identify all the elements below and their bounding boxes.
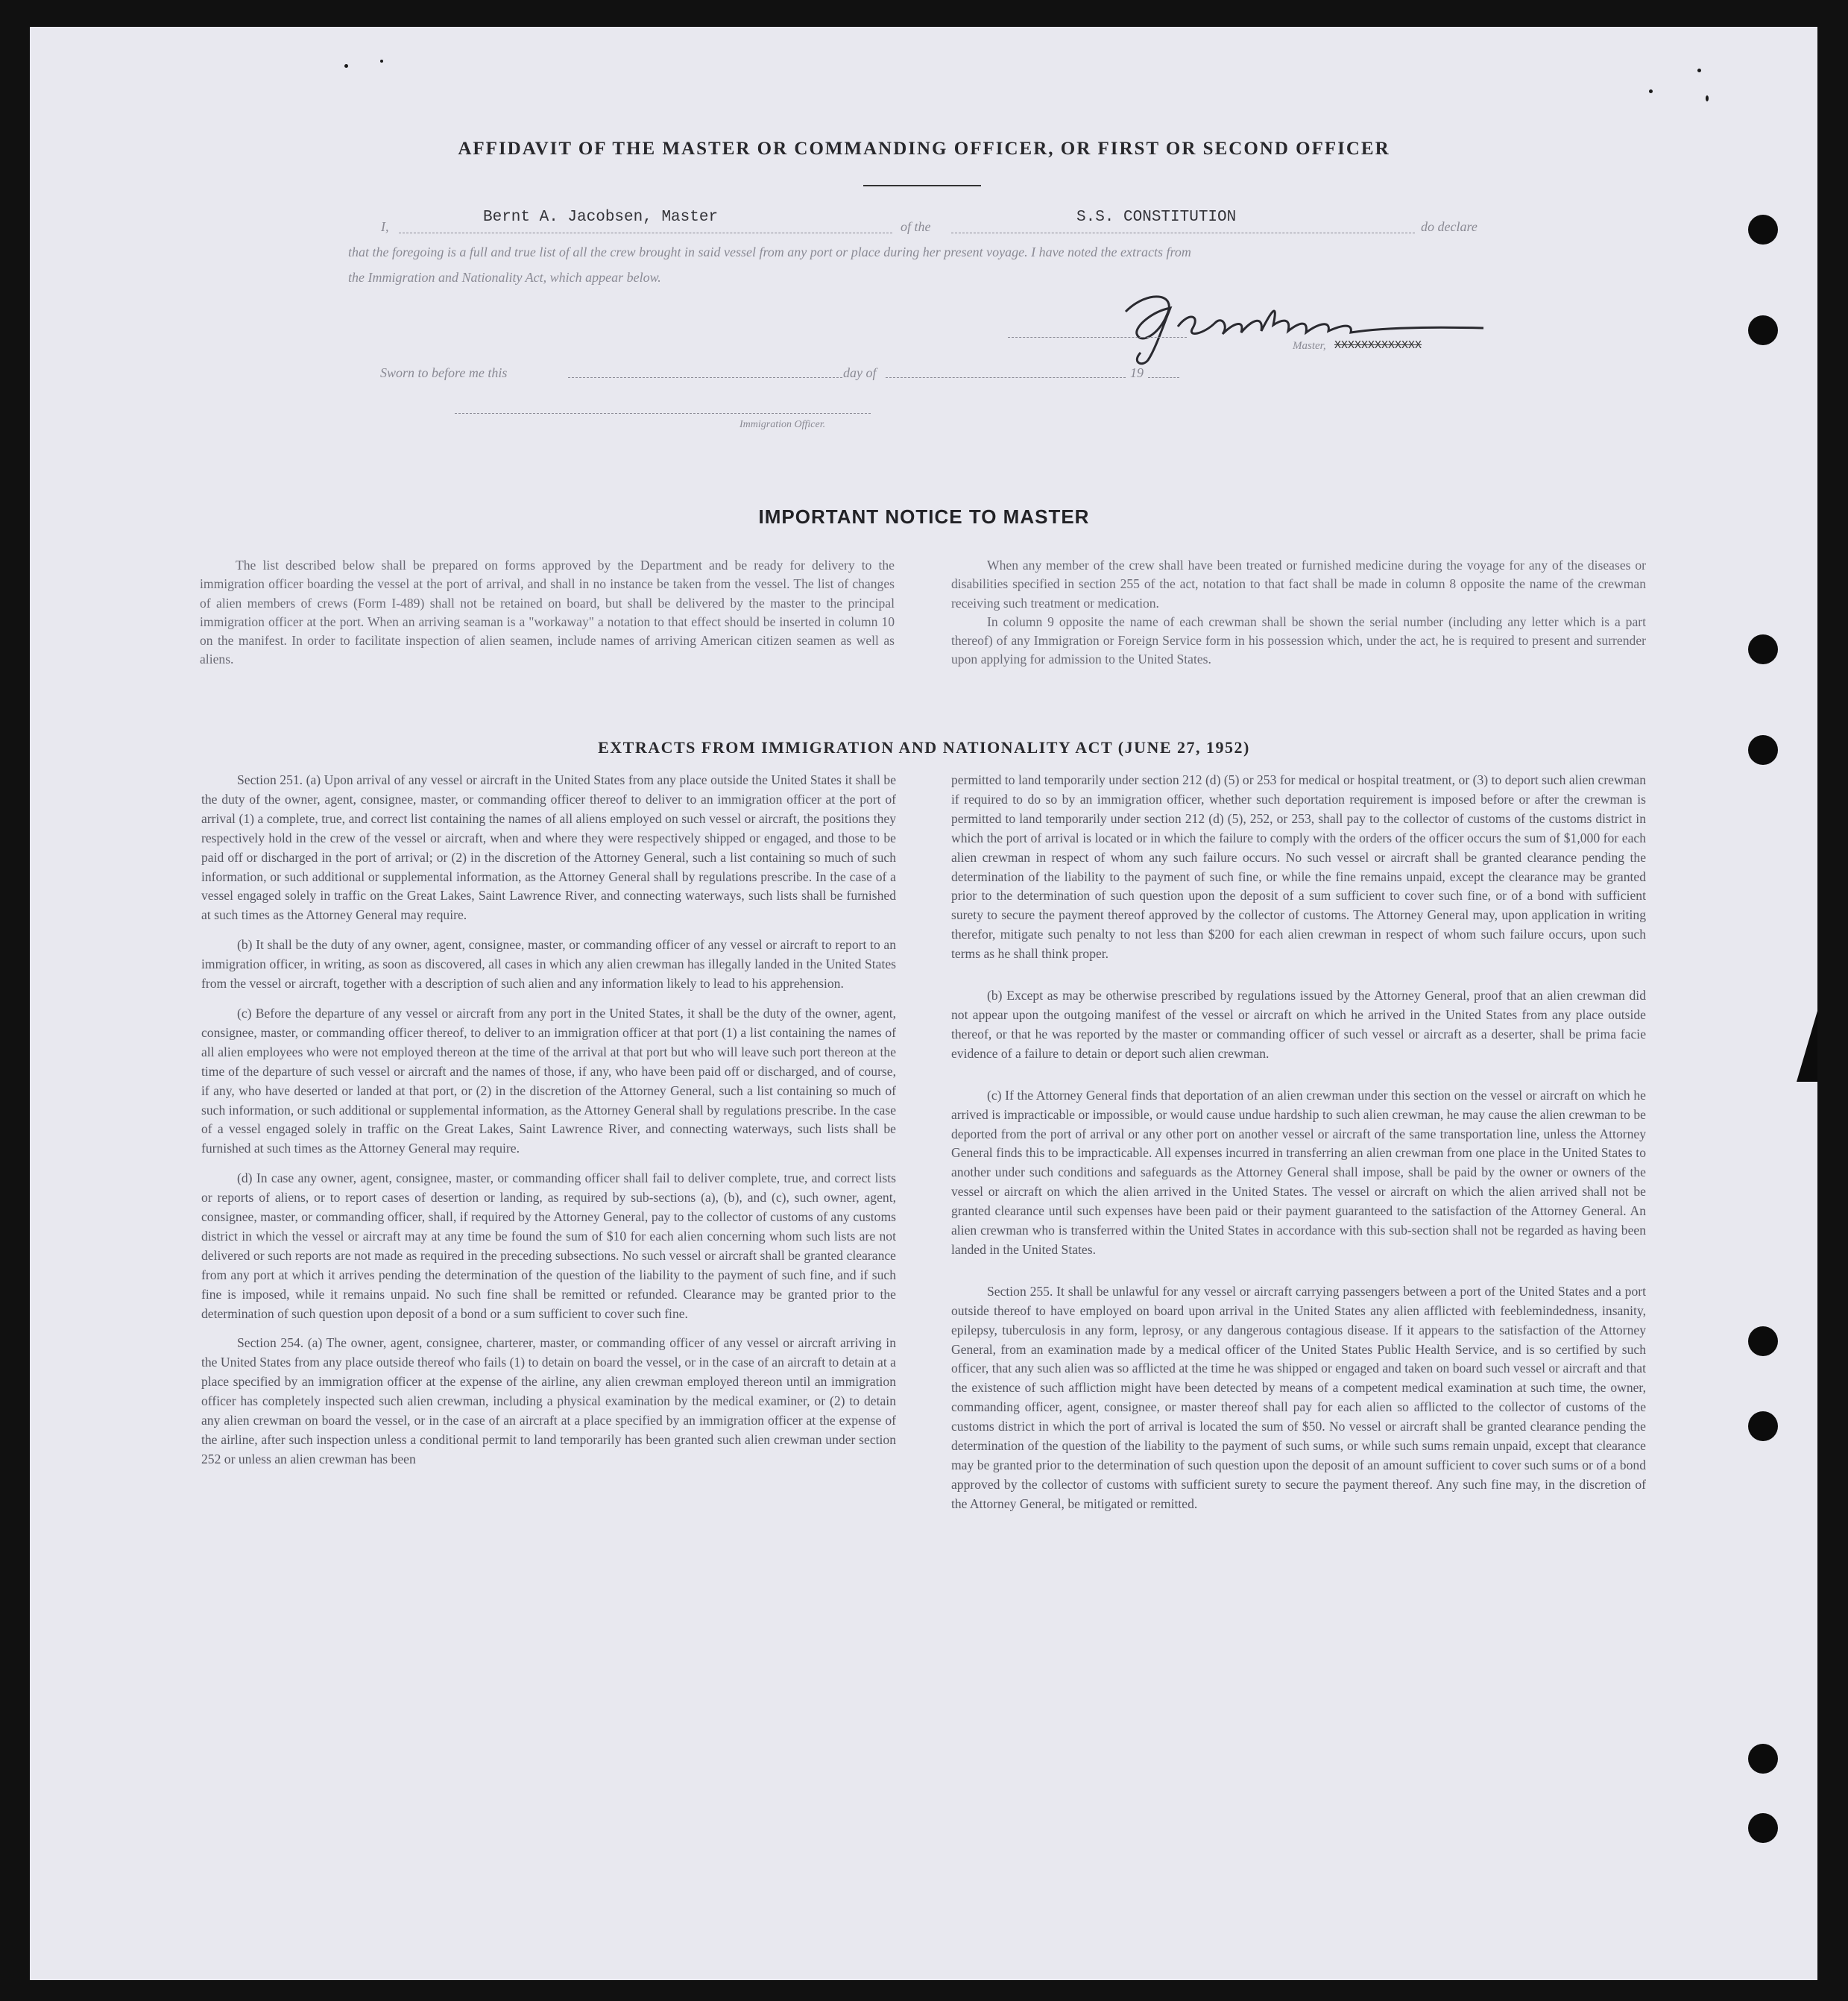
page-edge-notch (1797, 1011, 1817, 1082)
section-251-b: (b) It shall be the duty of any owner, agent, consignee, master, or commanding officer of any vessel or aircraft to report to an immigration officer, in writing, as soon as discovered, all cases in which any alien crewman has illegally landed in the United States from the vessel or aircraft, together with a description of such alien and any information likely to lead to his apprehension. (201, 937, 896, 992)
notice-title: IMPORTANT NOTICE TO MASTER (758, 505, 1090, 528)
sworn-month-line (886, 377, 1126, 378)
extracts-left-column (201, 771, 896, 1469)
struck-title: XXXXXXXXXXXXX (1334, 339, 1422, 352)
notice-paragraph: When any member of the crew shall have been treated or furnished medicine during the voyage for any of the diseases or disabilities specified in section 255 of the act, notation to that fact shall be made in column 8 opposite the name of the crewman receiving such treatment or medication. (951, 558, 1646, 611)
sworn-day-line (568, 377, 842, 378)
officer-line (455, 413, 871, 414)
punch-hole (1748, 1813, 1778, 1843)
year-line (1148, 377, 1179, 378)
punch-hole (1748, 1326, 1778, 1356)
master-label: Master, (1293, 340, 1326, 352)
i-label: I, (381, 219, 389, 234)
affidavit-text-line: the Immigration and Nationality Act, which appear below. (348, 270, 661, 285)
paper-speck (380, 60, 383, 63)
of-the-label: of the (901, 219, 931, 234)
paper-speck (1706, 95, 1709, 101)
do-declare-label: do declare (1421, 219, 1478, 234)
master-name-field: Bernt A. Jacobsen, Master (483, 209, 719, 226)
year-label: 19 (1130, 365, 1144, 380)
punch-hole (1748, 1411, 1778, 1441)
punch-hole (1748, 315, 1778, 345)
extracts-title: EXTRACTS FROM IMMIGRATION AND NATIONALITY ACT (JUNE 27, 1952) (598, 738, 1250, 757)
immigration-officer-label: Immigration Officer. (739, 419, 826, 430)
paper-speck (1697, 69, 1701, 72)
affidavit-title: AFFIDAVIT OF THE MASTER OR COMMANDING OFFICER, OR FIRST OR SECOND OFFICER (458, 139, 1390, 159)
punch-hole (1748, 1744, 1778, 1774)
section-251-d: (d) In case any owner, agent, consignee, master, or commanding officer shall fail to deliver complete, true, and correct lists or reports of aliens, or to report cases of desertion or landing, as required by sub-sections (a), (b), and (c), such owner, agent, consignee, master, or commanding officer, shall, if required by the Attorney General, pay to the collector of customs of any customs district in which the vessel or aircraft may at any time be found the sum of $10 for each alien concerning whom such lists are not delivered or such reports are not made as required in the preceding subsections. No such vessel or aircraft shall be granted clearance from any port at which it arrives pending the determination of the question of the liability to the payment of such fine, and if such fine is imposed, while it remains unpaid. No such fine shall be remitted or refunded. Clearance may be granted prior to the determination of such question upon deposit of a bond or a sum sufficient to cover such fine. (201, 1170, 896, 1321)
day-of-label: day of (843, 365, 877, 380)
section-254-b: (b) Except as may be otherwise prescribed by regulations issued by the Attorney General, proof that an alien crewman did not appear upon the outgoing manifest of the vessel or aircraft on which he arrived in the United States from any place outside thereof, or that he was reported by the master or commanding officer of such vessel or aircraft as a deserter, shall be prima facie evidence of a failure to detain or deport such alien crewman. (951, 988, 1646, 1061)
vessel-name-field: S.S. CONSTITUTION (1076, 209, 1237, 226)
notice-right-column (951, 556, 1646, 669)
section-254-a: Section 254. (a) The owner, agent, consignee, charterer, master, or commanding officer of any vessel or aircraft arriving in the United States from any place outside thereof who fails (1) to detain on board the vessel, or in the case of an aircraft to detain at a place specified by an immigration officer at the expense of the airline, any alien crewman employed thereon until an immigration officer has completely inspected such alien crewman, including a physical examination by the medical examiner, or (2) to detain any alien crewman on board the vessel, or in the case of an aircraft at a place specified by an immigration officer at the expense of the airline, after such inspection unless a conditional permit to land temporarily has been granted such alien crewman under section 252 or unless an alien crewman has been (201, 1335, 896, 1466)
section-254-c: (c) If the Attorney General finds that deportation of an alien crewman under this section on the vessel or aircraft on which he arrived is impracticable or impossible, or would cause undue hardship to such alien crewman, he may cause the alien crewman to be deported from the port of arrival or any other port on another vessel or aircraft of the same transportation line, unless the Attorney General finds this to be impracticable. All expenses incurred in transferring an alien crewman from one place in the United States to another under such conditions and safeguards as the Attorney General shall impose, shall be paid by the owner or owners of the vessel or aircraft on which the alien arrived in the United States. The vessel or aircraft on which the alien arrived shall not be granted clearance until such expenses have been paid or their payment guaranteed to the satisfaction of the Attorney General. An alien crewman who is transferred within the United States in accordance with this sub-section shall not be regarded as having been landed in the United States. (951, 1087, 1646, 1257)
section-251-c: (c) Before the departure of any vessel or aircraft from any port in the United States, it shall be the duty of the owner, agent, consignee, master, or commanding officer thereof, to deliver to an immigration officer at that port (1) a list containing the names of all alien employees who were not employed thereon at the time of the arrival at that port but who will leave such port thereon at the time of the departure of such vessel or aircraft and the names of those, if any, who have been paid off or discharged, and of course, if any, who have deserted or landed at that port, or (2) in the discretion of the Attorney General, such a list containing so much of such information, or such additional or supplemental information, as the Attorney General shall by regulations prescribe. In the case of a vessel engaged solely in traffic on the Great Lakes, Saint Lawrence River, and connecting waterways, such lists shall be furnished at such times as the Attorney General may require. (201, 1005, 896, 1156)
punch-hole (1748, 634, 1778, 664)
master-signature (1096, 282, 1513, 371)
extracts-right-column (951, 771, 1646, 1514)
notice-paragraph: The list described below shall be prepared on forms approved by the Department and be ready for delivery to the immigration officer boarding the vessel at the port of arrival, and shall in no instance be taken from the vessel. The list of changes of alien members of crews (Form I-489) shall not be retained on board, but shall be delivered by the master to the principal immigration officer at the port. When an arriving seaman is a "workaway" a notation to that effect should be inserted in column 10 on the manifest. In order to facilitate inspection of alien seamen, include names of arriving American citizen seamen as well as aliens. (200, 558, 895, 667)
section-254-a-continued: permitted to land temporarily under section 212 (d) (5) or 253 for medical or hospital treatment, or (3) to deport such alien crewman if required to do so by an immigration officer, whether such deportation requirement is imposed before or after the crewman is permitted to land temporarily under section 212 (d) (5), 252, or 253, shall pay to the collector of customs of the customs district in which the port of arrival is located or in which the failure to comply with the orders of the officer occurs the sum of $1,000 for each alien crewman in respect of whom any such failure occurs. No such vessel or aircraft shall be granted clearance pending the determination of the liability to the payment of such fine, or while the fine remains unpaid, except the clearance may be granted prior to the determination of such question upon the deposit of a sum sufficient to cover such fine, or of a bond with sufficient surety to secure the payment thereof approved by the collector of customs. The Attorney General may, upon application in writing therefor, mitigate such penalty to not less than $200 for each alien crewman in respect of whom such failure occurs, upon such terms as he shall think proper. (951, 772, 1646, 962)
sworn-label: Sworn to before me this (380, 365, 508, 380)
paper-speck (344, 64, 348, 68)
notice-left-column (200, 556, 895, 669)
signature-line (1008, 337, 1187, 338)
affidavit-text-line: that the foregoing is a full and true list of all the crew brought in said vessel from any port or place during her present voyage. I have noted the extracts from (348, 245, 1191, 259)
notice-paragraph: In column 9 opposite the name of each crewman shall be shown the serial number (including any letter which is a part thereof) of any Immigration or Foreign Service form in his possession which, under the act, he is required to present and surrender upon applying for admission to the United States. (951, 614, 1646, 667)
paper-speck (1649, 89, 1653, 93)
section-255: Section 255. It shall be unlawful for any vessel or aircraft carrying passengers between a port of the United States and a port outside thereof to have employed on board upon arrival in the United States any alien afflicted with feeblemindedness, insanity, epilepsy, tuberculosis in any form, leprosy, or any dangerous contagious disease. If it appears to the satisfaction of the Attorney General, from an examination made by a medical officer of the United States Public Health Service, and is so certified by such officer, that any such alien was so afflicted at the time he was shipped or engaged and taken on board such vessel or aircraft and that the existence of such affliction might have been detected by means of a competent medical examination at such time, the owner, commanding officer, agent, consignee, or master thereof shall pay for each alien so afflicted to the collector of customs of the customs district in which the port of arrival is located the sum of $50. No vessel or aircraft shall be granted clearance pending the determination of the question of the liability to the payment of such sums, or while such sums remain unpaid, except that clearance may be granted prior to the determination of such question upon the deposit of an amount sufficient to cover such sums or of a bond approved by the collector of customs with sufficient surety to secure the payment thereof. Any such fine may, in the discretion of the Attorney General, be mitigated or remitted. (951, 1283, 1646, 1511)
section-251-a: Section 251. (a) Upon arrival of any vessel or aircraft in the United States from any place outside the United States it shall be the duty of the owner, agent, consignee, master, or commanding officer thereof to deliver to an immigration officer at the port of arrival (1) a complete, true, and correct list containing the names of all aliens employed on such vessel or aircraft, the positions they respectively hold in the crew of the vessel or aircraft, when and where they were respectively shipped or engaged, and those to be paid off or discharged in the port of arrival; or (2) in the discretion of the Attorney General, such a list containing so much of such information, or such additional or supplemental information, as the Attorney General shall by regulations prescribe. In the case of a vessel engaged solely in traffic on the Great Lakes, Saint Lawrence River, and connecting waterways, such lists shall be furnished at such times as the Attorney General may require. (201, 772, 896, 923)
punch-hole (1748, 215, 1778, 245)
title-rule (863, 185, 981, 186)
